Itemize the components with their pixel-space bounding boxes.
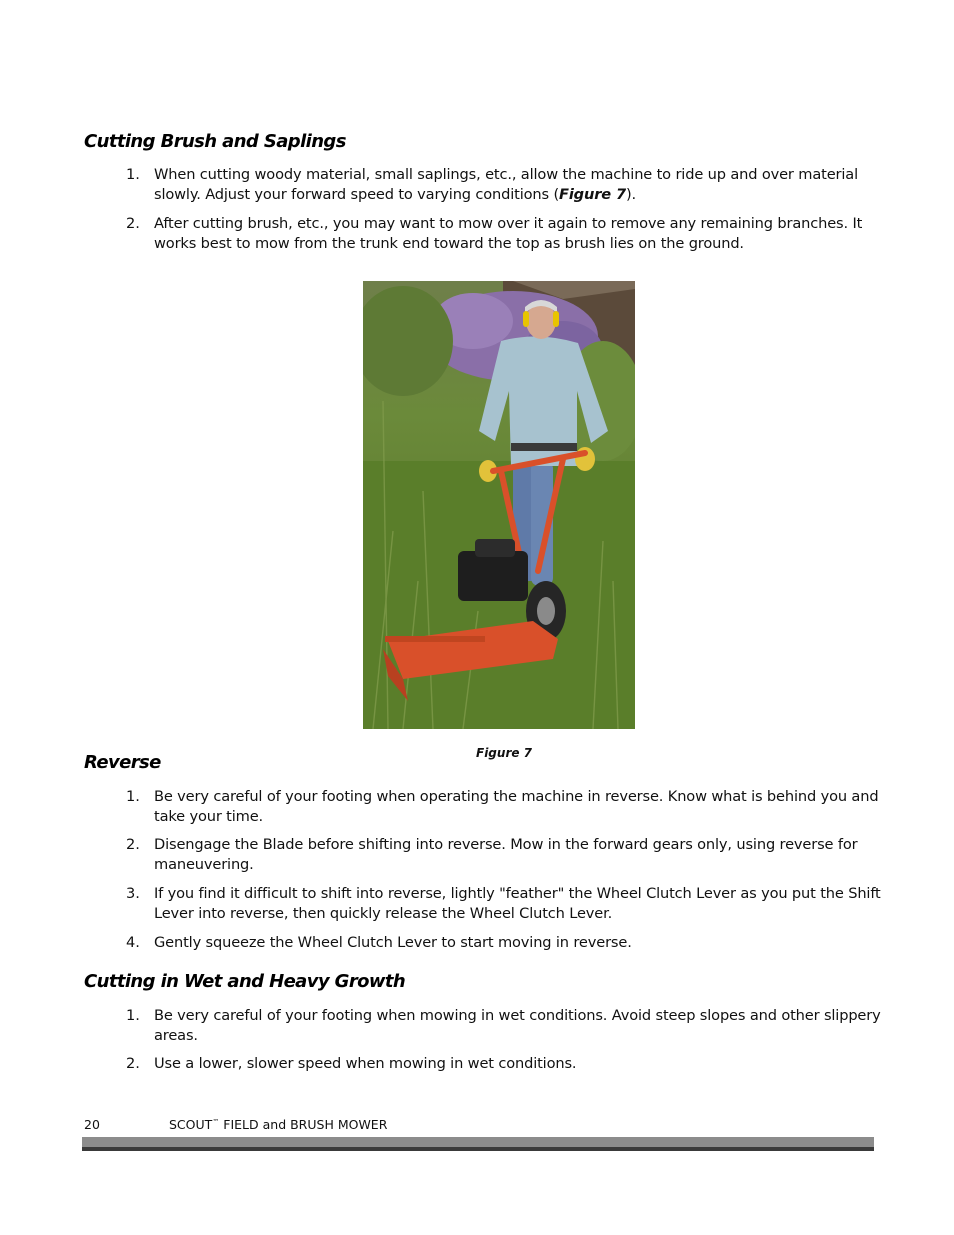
page-number: 20	[84, 1117, 100, 1132]
footer-rule-dark	[82, 1147, 874, 1151]
heading-reverse: Reverse	[84, 752, 161, 773]
footer-rule	[82, 1137, 874, 1147]
list-number: 2.	[126, 836, 140, 853]
figure-caption: Figure 7	[476, 746, 533, 760]
list-number: 3.	[126, 885, 140, 902]
list-text: Disengage the Blade before shifting into reverse. Mow in the forward gears only, using reverse for	[154, 836, 858, 853]
figure-reference: Figure 7	[559, 186, 626, 203]
footer-title: SCOUT™ FIELD and BRUSH MOWER	[169, 1117, 388, 1132]
list-number: 2.	[126, 215, 140, 232]
list-number: 4.	[126, 934, 140, 951]
list-text: slowly. Adjust your forward speed to varying conditions (Figure 7).	[154, 186, 636, 203]
list-number: 1.	[126, 1007, 140, 1024]
list-text: areas.	[154, 1027, 198, 1044]
list-number: 1.	[126, 788, 140, 805]
trademark-mark: ™	[212, 1117, 220, 1126]
heading-cutting-brush: Cutting Brush and Saplings	[84, 131, 346, 152]
list-number: 1.	[126, 166, 140, 183]
list-text: works best to mow from the trunk end toward the top as brush lies on the ground.	[154, 235, 744, 252]
list-text: Lever into reverse, then quickly release the Wheel Clutch Lever.	[154, 905, 613, 922]
list-text: Use a lower, slower speed when mowing in wet conditions.	[154, 1055, 577, 1072]
list-number: 2.	[126, 1055, 140, 1072]
list-text: After cutting brush, etc., you may want to mow over it again to remove any remaining branches. It	[154, 215, 863, 232]
list-text: take your time.	[154, 808, 264, 825]
heading-wet-growth: Cutting in Wet and Heavy Growth	[84, 971, 406, 992]
list-text: Gently squeeze the Wheel Clutch Lever to start moving in reverse.	[154, 934, 632, 951]
list-text: maneuvering.	[154, 856, 254, 873]
list-text: Be very careful of your footing when mowing in wet conditions. Avoid steep slopes and other slippery	[154, 1007, 881, 1024]
list-text: If you find it difficult to shift into reverse, lightly "feather" the Wheel Clutch Lever as you put the Shift	[154, 885, 881, 902]
list-text: Be very careful of your footing when operating the machine in reverse. Know what is behind you and	[154, 788, 879, 805]
list-text: When cutting woody material, small saplings, etc., allow the machine to ride up and over material	[154, 166, 858, 183]
figure-photo	[363, 281, 635, 729]
